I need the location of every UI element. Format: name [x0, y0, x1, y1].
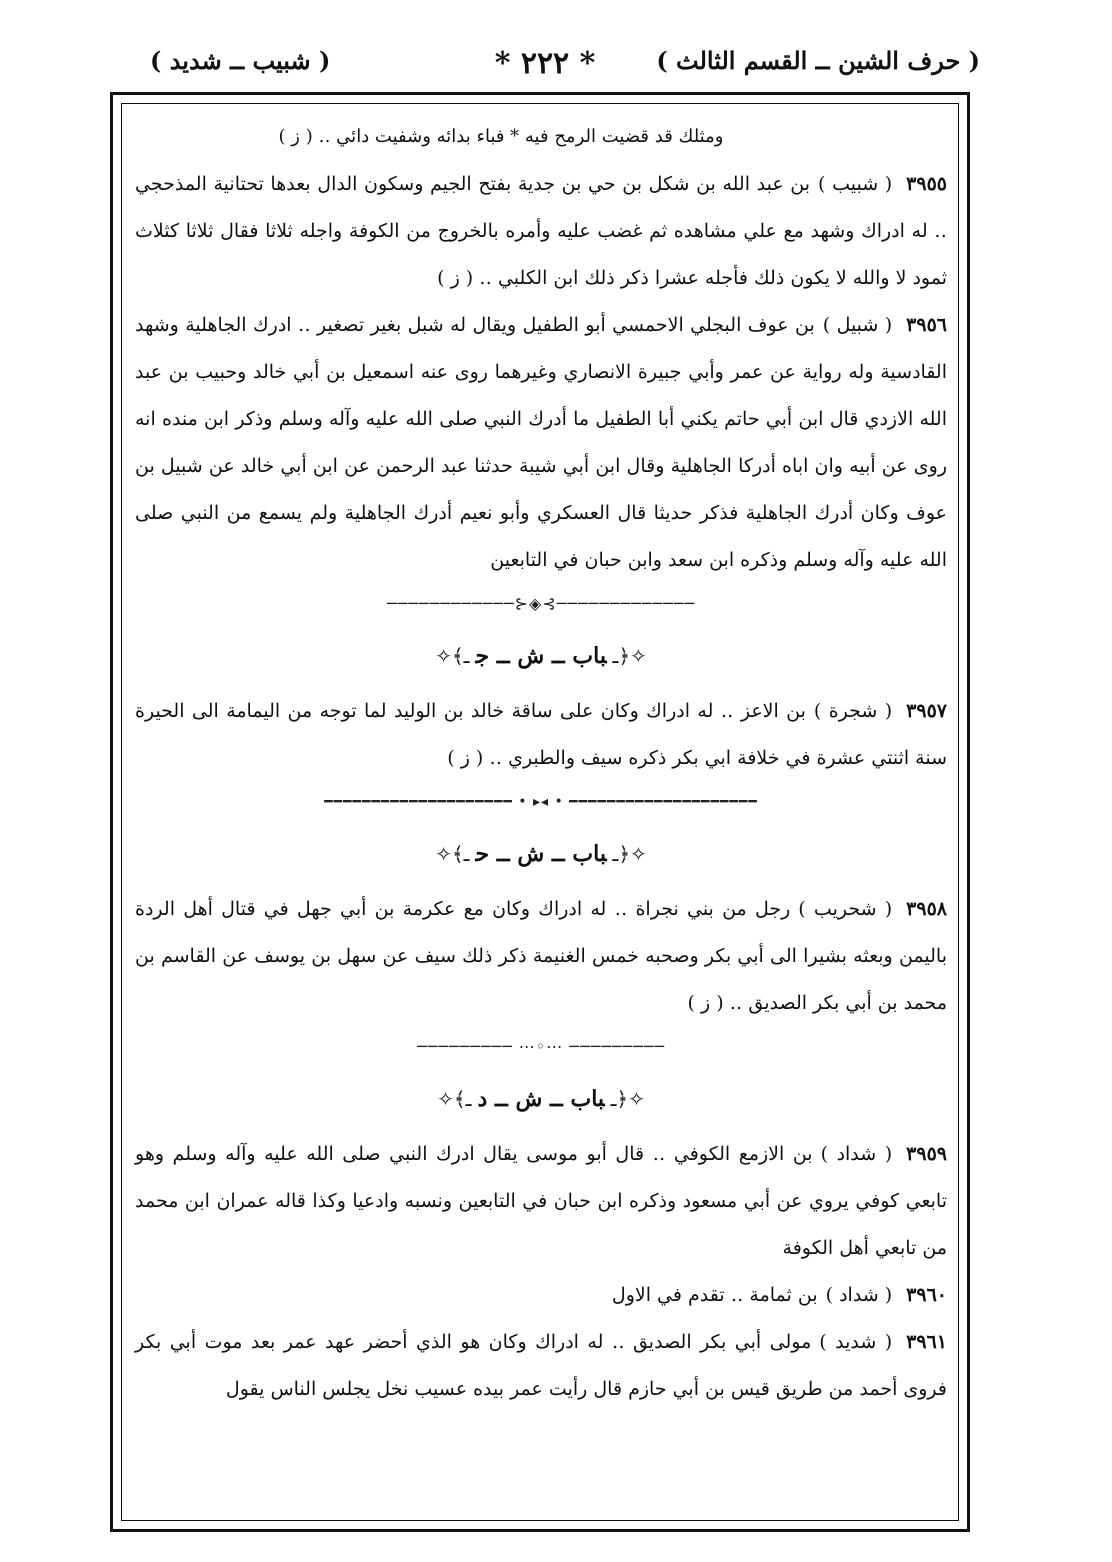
entry-name: ( شداد ): [825, 1284, 893, 1306]
ornament-left: ـ﴾✧: [437, 1087, 472, 1111]
entry-text: رجل من بني نجراة ‥ له ادراك وكان مع عكرمة بن أبي جهل في قتال أهل الردة باليمن وبعثه بشيرا الى أبي بكر وصحبه خمس الغنيمة ذكر ذلك سيف عن سهل بن يوسف عن القاسم بن محمد بن أبي بكر الصديق ‥ ( ز ): [135, 898, 947, 1014]
entry-3960: [135, 1272, 947, 1319]
chapter-title: باب ــ ش ــ د: [477, 1086, 605, 1112]
chapter-title: باب ــ ش ــ ح: [475, 841, 607, 867]
entry-3957: [135, 688, 947, 782]
running-head-right: ( حرف الشين ــ القسم الثالث ): [656, 46, 980, 75]
entry-number: ٣٩٥٨: [906, 898, 947, 920]
entry-3959: [135, 1131, 947, 1272]
ornamental-divider: ───────── ⋯◦⋯ ─────────: [417, 1037, 665, 1056]
running-head-left: ( شبيب ــ شديد ): [150, 46, 331, 75]
ornamental-divider: ━━━━━━━━━━━━━━━━━━━━ • ◂▸ • ━━━━━━━━━━━━━━━━━━━━: [324, 794, 758, 810]
entry-text: بن عوف البجلي الاحمسي أبو الطفيل ويقال له شبل بغير تصغير ‥ ادرك الجاهلية وشهد القادسية وله رواية عن عمر وأبي جبيرة الانصاري وغيرهما روى عنه اسمعيل بن أبي خالد وحبيب بن عبد الله الازدي قال ابن أبي حاتم يكني أبا الطفيل ما أدرك النبي صلى الله عليه وآله وسلم وذكر ابن منده انه روى عن أبيه وان اباه أدركا الجاهلية وقال ابن أبي شيبة حدثنا عبد الرحمن عن ابن أبي خالد عن شبيل بن عوف وكان أدرك الجاهلية فذكر حديثا قال العسكري وأبو نعيم أدرك الجاهلية ولم يسمع من النبي صلى الله عليه وآله وسلم وذكره ابن سعد وابن حبان في التابعين: [135, 314, 947, 571]
chapter-heading-sh-d: [135, 1067, 947, 1131]
entry-text: بن عبد الله بن شكل بن حي بن جدية بفتح الجيم وسكون الدال بعدها تحتانية المذحجي ‥ له ادراك وشهد مع علي مشاهده ثم غضب عليه وأمره بالخروج من الكوفة واجله ثلاثا فقال ثلاثا كثلاث ثمود لا والله لا يكون ذلك فأجله عشرا ذكر ذلك ابن الكلبي ‥ ( ز ): [135, 173, 947, 289]
entry-number: ٣٩٥٦: [906, 314, 947, 336]
ornament-left: ـ﴾✧: [435, 842, 470, 866]
ornament-right: ✧﴿ـ: [612, 842, 647, 866]
ornamental-divider: ─────────────⊱◈⊰────────────: [387, 594, 695, 613]
page-content: [135, 117, 947, 1509]
entry-number: ٣٩٥٩: [906, 1143, 947, 1165]
entry-number: ٣٩٦٠: [906, 1284, 947, 1306]
chapter-title: باب ــ ش ــ ج: [475, 643, 607, 669]
ornament-right: ✧﴿ـ: [612, 644, 647, 668]
chapter-heading-sh-j: [135, 624, 947, 688]
verse-line: ومثلك قد قضيت الرمح فيه * فباء بدائه وشفيت دائي ‥ ( ز ): [278, 126, 724, 147]
page-header: [110, 40, 980, 90]
entry-name: ( شديد ): [819, 1331, 893, 1353]
page-frame: [110, 92, 970, 1532]
entry-3958: [135, 886, 947, 1027]
entry-number: ٣٩٥٧: [906, 700, 947, 722]
entry-name: ( شبيل ): [822, 314, 893, 336]
entry-number: ٣٩٥٥: [906, 173, 947, 195]
entry-name: ( شبيب ): [818, 173, 893, 195]
entry-3956: [135, 302, 947, 584]
entry-text: بن ثمامة ‥ تقدم في الاول: [611, 1284, 818, 1306]
page-number: * ٢٢٢ *: [494, 46, 596, 81]
chapter-heading-sh-h: [135, 822, 947, 886]
entry-name: ( شداد ): [820, 1143, 893, 1165]
ornament-left: ـ﴾✧: [435, 644, 470, 668]
entry-text: مولى أبي بكر الصديق ‥ له ادراك وكان هو الذي أحضر عهد عمر بعد موت أبي بكر فروى أحمد من طريق قيس بن أبي حازم قال رأيت عمر بيده عسيب نخل يجلس الناس يقول: [135, 1331, 947, 1400]
entry-number: ٣٩٦١: [906, 1331, 947, 1353]
entry-3955: [135, 161, 947, 302]
entry-name: ( شجرة ): [813, 700, 893, 722]
entry-text: بن الاعز ‥ له ادراك وكان على ساقة خالد بن الوليد لما توجه من اليمامة الى الحيرة سنة اثنتي عشرة في خلافة ابي بكر ذكره سيف والطبري ‥ ( ز ): [135, 700, 947, 769]
entry-3961: [135, 1319, 947, 1413]
entry-name: ( شحريب ): [798, 898, 893, 920]
entry-text: بن الازمع الكوفي ‥ قال أبو موسى يقال ادرك النبي صلى الله عليه وآله وسلم وهو تابعي كوفي يروي عن أبي مسعود وذكره ابن حبان في التابعين ونسبه وادعيا وكذا قاله عمران ابن محمد من تابعي أهل الكوفة: [135, 1143, 947, 1259]
ornament-right: ✧﴿ـ: [610, 1087, 645, 1111]
